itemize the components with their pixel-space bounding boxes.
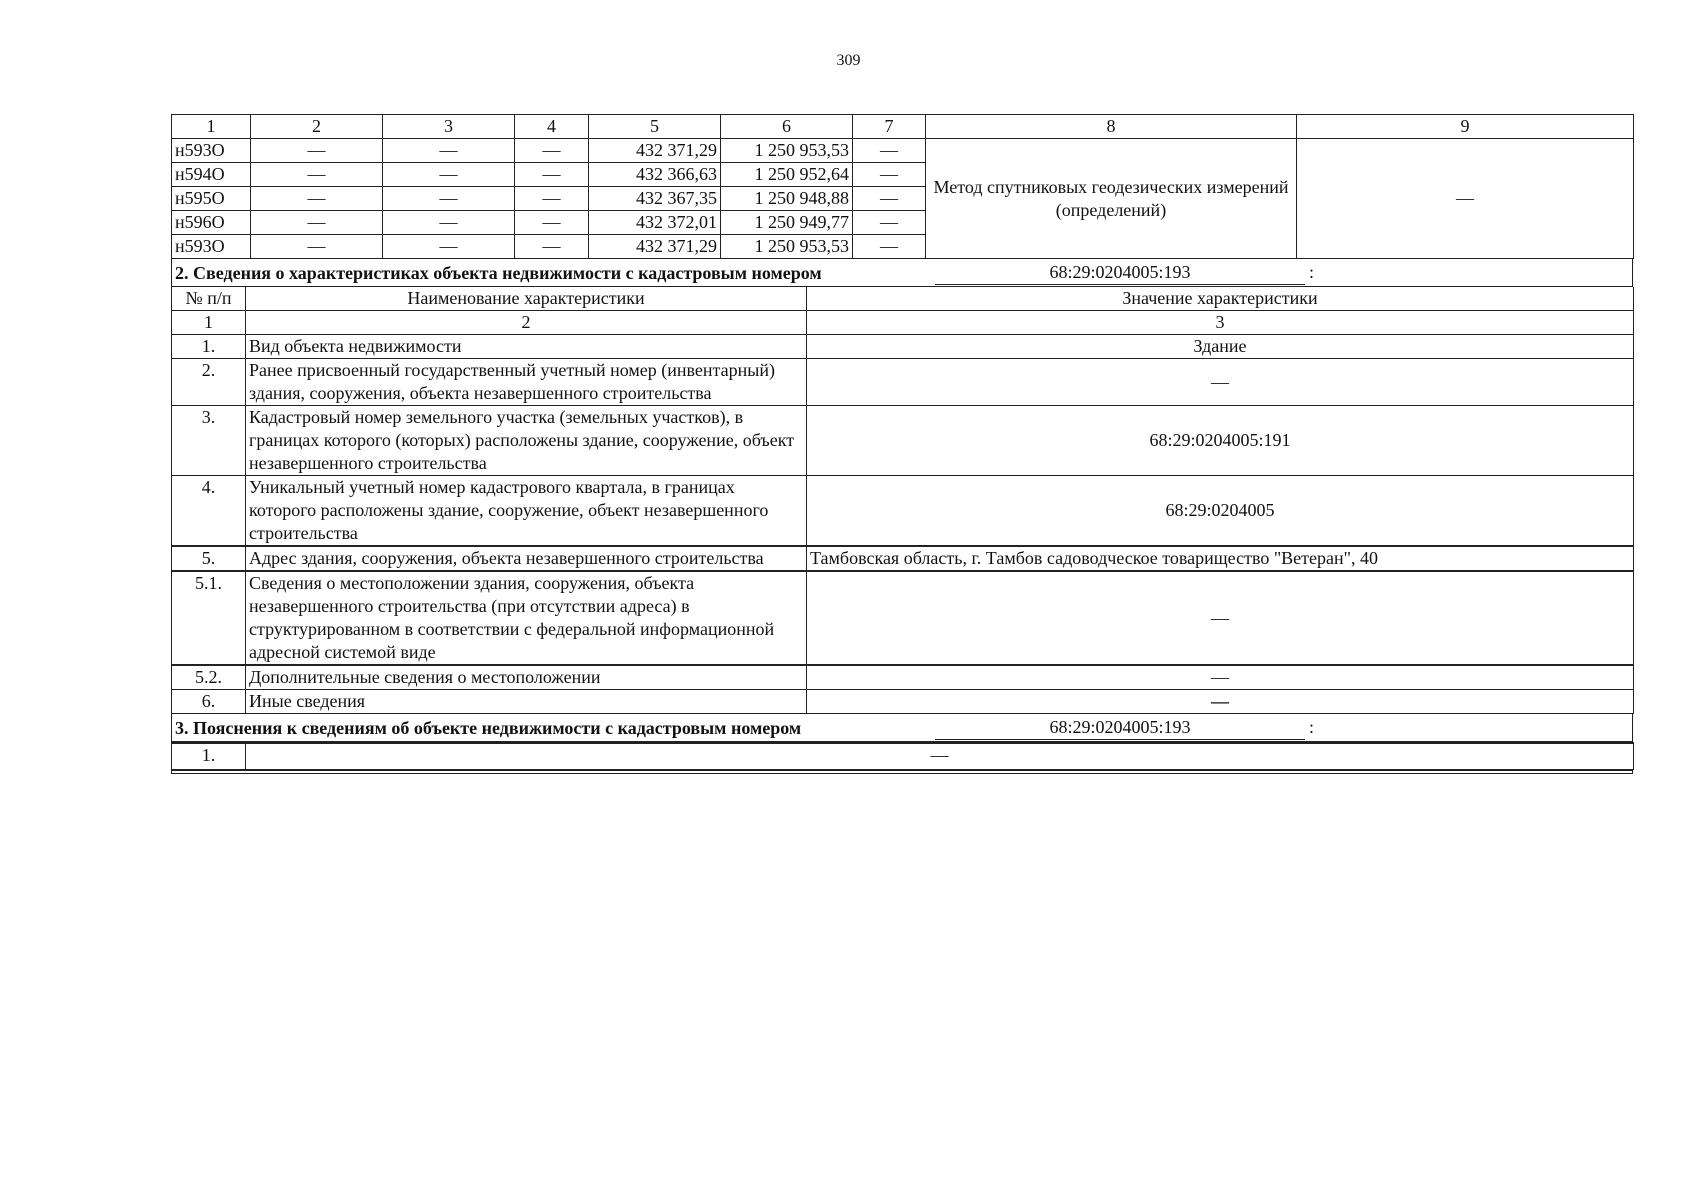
- coord-y: 1 250 952,64: [721, 163, 853, 187]
- col-header: 2: [251, 115, 383, 139]
- point-name: н595О: [172, 187, 251, 211]
- cell: —: [383, 235, 515, 259]
- characteristic-name: Адрес здания, сооружения, объекта незавершенного строительства: [246, 546, 807, 571]
- point-name: н593О: [172, 235, 251, 259]
- cell: —: [251, 235, 383, 259]
- coord-x: 432 372,01: [589, 211, 721, 235]
- section-2-title: 2. Сведения о характеристиках объекта недвижимости с кадастровым номером: [175, 263, 822, 283]
- section-3-cadastral-number: 68:29:0204005:193: [935, 716, 1305, 740]
- row-number: 5.2.: [172, 665, 246, 690]
- characteristic-row: [172, 690, 1634, 714]
- explanation-row: [172, 743, 1634, 770]
- section-2-cadastral-number: 68:29:0204005:193: [935, 261, 1305, 285]
- characteristic-name: Иные сведения: [246, 690, 807, 714]
- col-header: 9: [1297, 115, 1634, 139]
- cell: —: [251, 187, 383, 211]
- row-number: 1.: [172, 743, 246, 770]
- characteristic-value: 68:29:0204005: [807, 476, 1634, 547]
- characteristic-row: [172, 476, 1634, 547]
- coord-y: 1 250 953,53: [721, 235, 853, 259]
- section-3-title: 3. Пояснения к сведениям об объекте недвижимости с кадастровым номером: [175, 718, 802, 738]
- characteristic-value: 68:29:0204005:191: [807, 406, 1634, 476]
- characteristic-value: —: [807, 571, 1634, 665]
- col-header: 7: [853, 115, 926, 139]
- characteristic-value: Здание: [807, 335, 1634, 359]
- col-header: 5: [589, 115, 721, 139]
- table-bottom-border: [171, 770, 1633, 774]
- characteristic-row: [172, 665, 1634, 690]
- row-number: 6.: [172, 690, 246, 714]
- col-header: 1: [172, 115, 251, 139]
- cell: —: [383, 163, 515, 187]
- col-number: 3: [807, 311, 1634, 335]
- cell: —: [515, 235, 589, 259]
- point-name: н596О: [172, 211, 251, 235]
- cell: —: [515, 139, 589, 163]
- page-number: 309: [836, 52, 861, 69]
- cell: —: [515, 187, 589, 211]
- method-cell: Метод спутниковых геодезических измерений (определений): [926, 139, 1297, 259]
- col-header: 8: [926, 115, 1297, 139]
- explanations-table: [171, 742, 1634, 770]
- characteristic-row: [172, 406, 1634, 476]
- characteristics-header-row: [172, 287, 1634, 311]
- col-header: 3: [383, 115, 515, 139]
- col-header: Наименование характеристики: [246, 287, 807, 311]
- section-3-heading: [171, 714, 1633, 742]
- explanation-value: —: [246, 743, 1634, 770]
- coordinates-table: [171, 114, 1634, 259]
- row-number: 4.: [172, 476, 246, 547]
- cell: —: [251, 211, 383, 235]
- column-number-row: [172, 311, 1634, 335]
- cell: —: [853, 163, 926, 187]
- cell: —: [853, 187, 926, 211]
- characteristic-row: [172, 335, 1634, 359]
- coordinates-header-row: [172, 115, 1634, 139]
- col-header: Значение характеристики: [807, 287, 1634, 311]
- characteristic-name: Дополнительные сведения о местоположении: [246, 665, 807, 690]
- section-2-colon: :: [1309, 262, 1315, 282]
- cell: —: [515, 163, 589, 187]
- row-number: 5.1.: [172, 571, 246, 665]
- col-number: 1: [172, 311, 246, 335]
- coord-x: 432 371,29: [589, 235, 721, 259]
- characteristic-value: —: [807, 359, 1634, 406]
- col9-cell: —: [1297, 139, 1634, 259]
- coordinate-row: [172, 139, 1634, 163]
- characteristic-name: Уникальный учетный номер кадастрового квартала, в границах которого расположены здание, сооружение, объект незавершенного строительства: [246, 476, 807, 547]
- row-number: 3.: [172, 406, 246, 476]
- characteristics-table: [171, 287, 1634, 714]
- coord-y: 1 250 949,77: [721, 211, 853, 235]
- characteristic-row: [172, 546, 1634, 571]
- row-number: 2.: [172, 359, 246, 406]
- characteristic-value: —: [807, 665, 1634, 690]
- characteristic-name: Сведения о местоположении здания, сооружения, объекта незавершенного строительства (при отсутствии адреса) в структурированном в соответствии с федеральной информационной адресной системой виде: [246, 571, 807, 665]
- col-header: 6: [721, 115, 853, 139]
- document-body: [171, 114, 1633, 774]
- characteristic-name: Ранее присвоенный государственный учетный номер (инвентарный) здания, сооружения, объекта незавершенного строительства: [246, 359, 807, 406]
- cell: —: [515, 211, 589, 235]
- cell: —: [383, 139, 515, 163]
- section-3-colon: :: [1309, 717, 1315, 737]
- characteristic-name: Кадастровый номер земельного участка (земельных участков), в границах которого (которых) расположены здание, сооружение, объект незавершенного строительства: [246, 406, 807, 476]
- cell: —: [251, 139, 383, 163]
- cell: —: [383, 187, 515, 211]
- coord-x: 432 366,63: [589, 163, 721, 187]
- characteristic-row: [172, 571, 1634, 665]
- coord-x: 432 371,29: [589, 139, 721, 163]
- section-2-heading: [171, 259, 1633, 287]
- characteristic-row: [172, 359, 1634, 406]
- cell: —: [251, 163, 383, 187]
- col-number: 2: [246, 311, 807, 335]
- cell: —: [853, 139, 926, 163]
- cell: —: [853, 235, 926, 259]
- characteristic-value: Тамбовская область, г. Тамбов садоводческое товарищество "Ветеран", 40: [807, 546, 1634, 571]
- point-name: н593О: [172, 139, 251, 163]
- col-header: 4: [515, 115, 589, 139]
- row-number: 5.: [172, 546, 246, 571]
- cell: —: [853, 211, 926, 235]
- coord-y: 1 250 953,53: [721, 139, 853, 163]
- cell: —: [383, 211, 515, 235]
- point-name: н594О: [172, 163, 251, 187]
- coord-y: 1 250 948,88: [721, 187, 853, 211]
- coord-x: 432 367,35: [589, 187, 721, 211]
- row-number: 1.: [172, 335, 246, 359]
- characteristic-value: —: [807, 690, 1634, 714]
- col-header: № п/п: [172, 287, 246, 311]
- characteristic-name: Вид объекта недвижимости: [246, 335, 807, 359]
